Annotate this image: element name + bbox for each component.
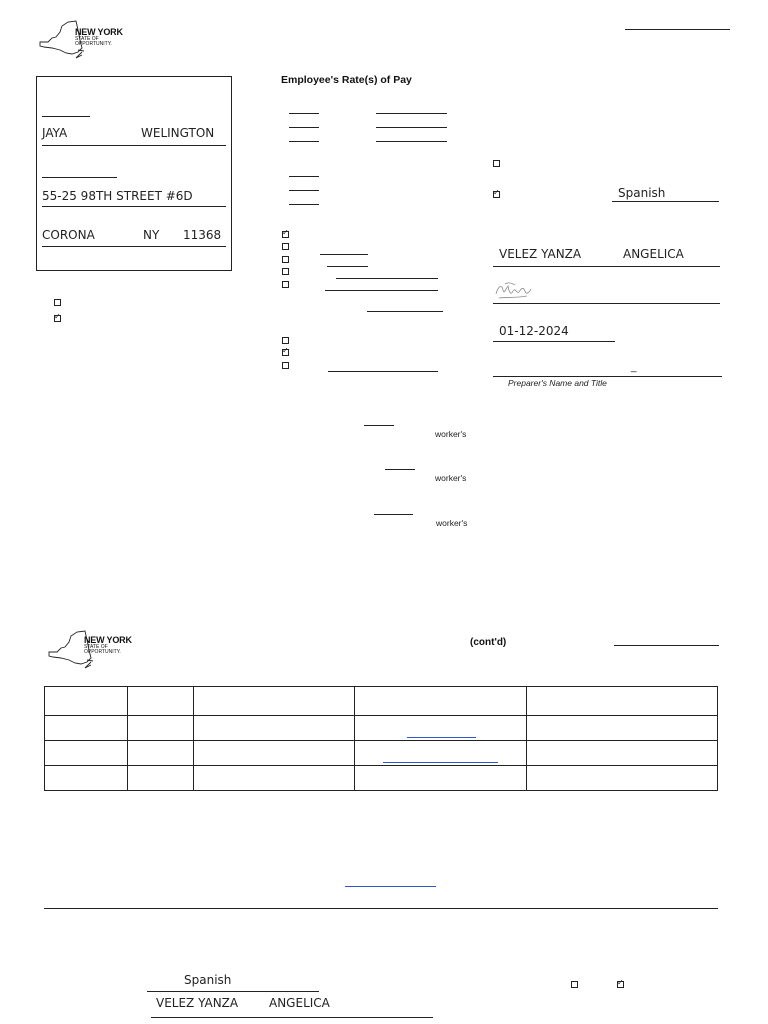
- frequency-checkbox-3[interactable]: [282, 362, 289, 369]
- payday-checkbox-2[interactable]: [282, 243, 289, 250]
- date-line: [493, 341, 615, 342]
- language-checkbox-english[interactable]: [493, 160, 500, 167]
- page2-language-line: [147, 991, 319, 992]
- preparer-name-title-label: Preparer's Name and Title: [508, 378, 607, 388]
- logo-line-3: OPPORTUNITY.: [75, 41, 112, 47]
- employee-name-line: [42, 145, 226, 146]
- page2-preparer-line: [151, 1017, 433, 1018]
- logo-line-2: STATE OF: [75, 36, 99, 42]
- page2-table: [44, 686, 718, 791]
- preparer-title-line[interactable]: [493, 376, 722, 377]
- payday-line-5[interactable]: [367, 311, 443, 312]
- payday-line-3[interactable]: [336, 278, 438, 279]
- preparer-first-name[interactable]: ANGELICA: [623, 247, 684, 261]
- payday-checkbox-4[interactable]: [282, 268, 289, 275]
- employee-street[interactable]: 55-25 98TH STREET #6D: [42, 189, 193, 203]
- rate-line-1b[interactable]: [376, 113, 447, 114]
- employee-last-name[interactable]: WELINGTON: [141, 126, 215, 140]
- rate-line-1a[interactable]: [289, 113, 319, 114]
- primary-language-line: [612, 201, 719, 202]
- employee-city[interactable]: CORONA: [42, 228, 95, 242]
- employee-zip[interactable]: 11368: [183, 228, 222, 242]
- rate-line-3b[interactable]: [376, 141, 447, 142]
- rate-line-2a[interactable]: [289, 127, 319, 128]
- employee-city-line: [42, 246, 226, 247]
- table-cell[interactable]: [193, 716, 354, 741]
- table-cell[interactable]: [527, 687, 718, 716]
- table-cell[interactable]: [193, 766, 354, 791]
- top-right-line[interactable]: [625, 29, 730, 30]
- employee-first-name[interactable]: JAYA: [42, 126, 68, 140]
- payday-line-4[interactable]: [325, 290, 438, 291]
- page2-language-value[interactable]: Spanish: [184, 973, 232, 987]
- primary-language-value[interactable]: Spanish: [618, 186, 666, 200]
- left-checkbox-2[interactable]: [54, 315, 61, 322]
- logo-line-2: STATE OF: [84, 644, 108, 650]
- rates-heading: Employee's Rate(s) of Pay: [281, 74, 412, 86]
- preparer-name-line: [493, 266, 720, 267]
- table-cell[interactable]: [127, 741, 193, 766]
- payday-line-2[interactable]: [327, 266, 368, 267]
- workers-line-3[interactable]: [374, 514, 413, 515]
- payday-line-1[interactable]: [320, 254, 368, 255]
- preparer-dash: _: [631, 362, 637, 373]
- workers-label-3: worker's: [436, 518, 468, 528]
- payday-checkbox-1[interactable]: [282, 231, 289, 238]
- page2-top-right-line[interactable]: [614, 645, 719, 646]
- logo-line-3: OPPORTUNITY.: [84, 649, 121, 655]
- page2-checkbox-1[interactable]: [571, 981, 578, 988]
- page2-divider: [44, 908, 718, 909]
- table-cell[interactable]: [45, 766, 128, 791]
- table-cell[interactable]: [193, 741, 354, 766]
- logo-line-1: NEW YORK: [75, 27, 123, 37]
- page2-link[interactable]: [345, 886, 436, 887]
- employee-signature[interactable]: [493, 280, 537, 302]
- table-cell[interactable]: [45, 687, 128, 716]
- table-cell[interactable]: [193, 687, 354, 716]
- ny-state-logo: [38, 20, 128, 60]
- table-header-row: [45, 687, 718, 716]
- allowance-line-2[interactable]: [289, 190, 319, 191]
- frequency-other-line[interactable]: [328, 371, 438, 372]
- language-checkbox-other[interactable]: [493, 191, 500, 198]
- continued-label: (cont'd): [470, 637, 507, 648]
- table-cell[interactable]: [45, 741, 128, 766]
- workers-label-1: worker's: [435, 429, 467, 439]
- page2-preparer-first-name[interactable]: ANGELICA: [269, 996, 330, 1010]
- table-cell[interactable]: [527, 741, 718, 766]
- logo-line-1: NEW YORK: [84, 635, 132, 645]
- table-cell[interactable]: [127, 766, 193, 791]
- left-checkbox-1[interactable]: [54, 299, 61, 306]
- rate-line-3a[interactable]: [289, 141, 319, 142]
- table-cell[interactable]: [127, 687, 193, 716]
- table-cell[interactable]: [354, 687, 527, 716]
- employee-box-line-2[interactable]: [42, 177, 117, 178]
- table-cell[interactable]: [45, 716, 128, 741]
- table-cell[interactable]: [127, 716, 193, 741]
- signature-date[interactable]: 01-12-2024: [499, 324, 569, 338]
- employee-state[interactable]: NY: [143, 228, 160, 242]
- workers-line-2[interactable]: [385, 469, 415, 470]
- table-cell[interactable]: [354, 766, 527, 791]
- employee-street-line: [42, 206, 226, 207]
- preparer-last-name[interactable]: VELEZ YANZA: [499, 247, 582, 261]
- allowance-line-3[interactable]: [289, 204, 319, 205]
- employee-box-line-1[interactable]: [42, 116, 90, 117]
- page2-checkbox-2[interactable]: [617, 981, 624, 988]
- payday-checkbox-5[interactable]: [282, 281, 289, 288]
- table-link-2[interactable]: [383, 762, 498, 763]
- page2-preparer-last-name[interactable]: VELEZ YANZA: [156, 996, 239, 1010]
- table-link-1[interactable]: [407, 737, 476, 738]
- allowance-line-1[interactable]: [289, 176, 319, 177]
- table-row: [45, 766, 718, 791]
- frequency-checkbox-1[interactable]: [282, 337, 289, 344]
- ny-state-logo-page2: [47, 630, 137, 670]
- payday-checkbox-3[interactable]: [282, 256, 289, 263]
- frequency-checkbox-2[interactable]: [282, 349, 289, 356]
- table-cell[interactable]: [354, 716, 527, 741]
- workers-line-1[interactable]: [364, 425, 394, 426]
- signature-line: [493, 303, 720, 304]
- table-row: [45, 716, 718, 741]
- table-cell[interactable]: [527, 766, 718, 791]
- rate-line-2b[interactable]: [376, 127, 447, 128]
- table-cell[interactable]: [527, 716, 718, 741]
- table-row: [45, 741, 718, 766]
- table-cell[interactable]: [354, 741, 527, 766]
- workers-label-2: worker's: [435, 473, 467, 483]
